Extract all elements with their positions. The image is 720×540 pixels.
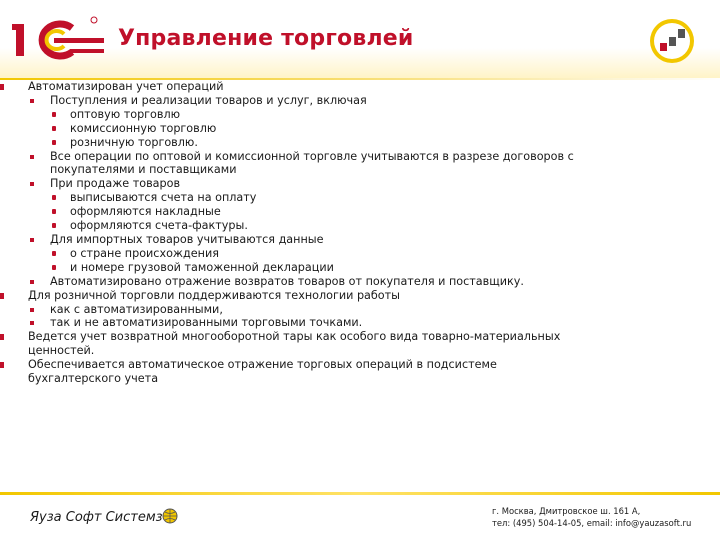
contact-line: тел: (495) 504-14-05, email: info@yauzasoft.ru (492, 518, 692, 528)
list-item (0, 80, 700, 289)
list-item (50, 191, 700, 205)
list-item-text: Для розничной торговли поддерживаются технологии работы (28, 288, 400, 302)
list-item (28, 177, 700, 233)
list-item (50, 108, 700, 122)
list-item (0, 358, 700, 386)
sub-list (28, 303, 700, 331)
bullet-icon (52, 126, 56, 131)
list-item (28, 275, 700, 289)
list-item-text: ценностей. (28, 344, 95, 358)
list-item-text: о стране происхождения (70, 246, 219, 260)
list-item-text: Ведется учет возвратной многооборотной тары как особого вида товарно-материальных (28, 330, 561, 344)
bullet-icon (52, 251, 56, 256)
bullet-icon (0, 293, 4, 299)
bullet-icon (0, 362, 4, 368)
list-item-text: розничную торговлю. (70, 135, 198, 149)
list-item (0, 330, 700, 358)
bullet-icon (0, 334, 4, 340)
list-item-text: оптовую торговлю (70, 107, 181, 121)
bullet-icon (52, 112, 56, 117)
bullet-icon (52, 209, 56, 214)
brand-name: Яуза Софт Системз (30, 510, 163, 525)
main-list (0, 80, 700, 386)
list-item (50, 122, 700, 136)
bullet-icon (52, 223, 56, 228)
bullet-icon (30, 308, 34, 312)
page-title: Управление торговлей (118, 26, 414, 51)
list-item-text: Все операции по оптовой и комиссионной торговле учитываются в разрезе договоров с (50, 149, 574, 163)
footer-divider (0, 492, 720, 495)
1c-logo-icon (10, 14, 106, 64)
bullet-icon (52, 195, 56, 200)
list-item-text: Автоматизировано отражение возвратов товаров от покупателя и поставщику. (50, 274, 524, 288)
list-item-text: выписываются счета на оплату (70, 191, 257, 205)
list-item-text: Для импортных товаров учитываются данные (50, 232, 324, 246)
list-item-text: Поступления и реализации товаров и услуг, включая (50, 93, 367, 107)
bullet-icon (30, 321, 34, 325)
address-line: г. Москва, Дмитровское ш. 161 А, (492, 506, 641, 516)
sub-sub-list (50, 108, 700, 150)
list-item (50, 219, 700, 233)
list-item-text: оформляются счета-фактуры. (70, 219, 248, 233)
list-item (28, 94, 700, 150)
slide-header (0, 0, 720, 80)
bullet-icon (30, 182, 34, 186)
sub-list (28, 94, 700, 289)
bar-squares-icon (648, 17, 696, 65)
list-item (50, 247, 700, 261)
bullet-icon (52, 265, 56, 270)
bullet-icon (0, 84, 4, 90)
list-item (28, 233, 700, 275)
list-item-text: как с автоматизированными, (50, 302, 223, 316)
list-item (50, 205, 700, 219)
list-item-text: комиссионную торговлю (70, 121, 217, 135)
list-item-text: Обеспечивается автоматическое отражение торговых операций в подсистеме (28, 358, 497, 372)
list-item-text: покупателями и поставщиками (50, 163, 237, 177)
bullet-icon (30, 99, 34, 103)
list-item (28, 303, 700, 317)
bullet-icon (52, 140, 56, 145)
list-item (0, 289, 700, 331)
list-item-text: так и не автоматизированными торговыми точками. (50, 316, 363, 330)
slide-content (28, 80, 700, 386)
bullet-icon (30, 238, 34, 242)
contact-address (492, 505, 712, 529)
globe-icon (162, 508, 178, 524)
list-item (28, 150, 700, 178)
sub-sub-list (50, 191, 700, 233)
sub-sub-list (50, 247, 700, 275)
bullet-icon (30, 155, 34, 159)
list-item-text: бухгалтерского учета (28, 372, 159, 386)
list-item (50, 136, 700, 150)
list-item-text: оформляются накладные (70, 205, 221, 219)
list-item-text: Автоматизирован учет операций (28, 80, 224, 93)
list-item (50, 261, 700, 275)
list-item-text: При продаже товаров (50, 177, 181, 191)
bullet-icon (30, 280, 34, 284)
list-item (28, 316, 700, 330)
list-item-text: и номере грузовой таможенной декларации (70, 260, 334, 274)
